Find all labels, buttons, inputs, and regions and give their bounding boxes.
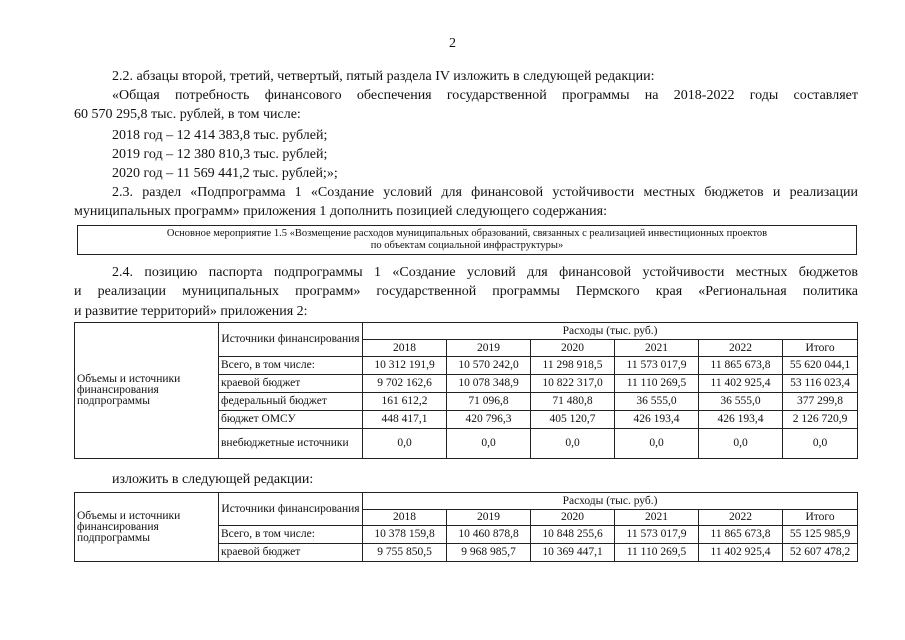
table2-cell: 10 460 878,8 [447, 526, 531, 544]
table1-cell: 11 402 925,4 [699, 375, 783, 393]
table2-source: краевой бюджет [219, 544, 363, 562]
table1-cell: 11 298 918,5 [531, 357, 615, 375]
table1-cell: 377 299,8 [783, 393, 858, 411]
table2-year: 2022 [699, 510, 783, 526]
table1-cell: 71 096,8 [447, 393, 531, 411]
table2-sources-header: Источники финансирования [219, 493, 363, 526]
table2-cell: 9 755 850,5 [363, 544, 447, 562]
table1-source: краевой бюджет [219, 375, 363, 393]
table2-cell: 10 848 255,6 [531, 526, 615, 544]
table2-cell: 10 369 447,1 [531, 544, 615, 562]
table1-source: бюджет ОМСУ [219, 411, 363, 429]
table2-expenses-header: Расходы (тыс. руб.) [363, 493, 858, 510]
financing-table-new [74, 492, 858, 562]
table1-cell: 9 702 162,6 [363, 375, 447, 393]
table2-cell: 11 865 673,8 [699, 526, 783, 544]
paragraph-2-4-line2: и реализации муниципальных программ» государственной программы Пермского края «Региональная политика [74, 284, 858, 299]
table2-year: 2021 [615, 510, 699, 526]
table2-cell: 10 378 159,8 [363, 526, 447, 544]
table1-cell: 10 078 348,9 [447, 375, 531, 393]
paragraph-2019: 2019 год – 12 380 810,3 тыс. рублей; [112, 147, 328, 162]
paragraph-2020: 2020 год – 11 569 441,2 тыс. рублей;»; [112, 166, 338, 181]
table2-cell: 55 125 985,9 [783, 526, 858, 544]
table1-year: 2021 [615, 340, 699, 357]
table1-cell: 2 126 720,9 [783, 411, 858, 429]
table1-year: 2019 [447, 340, 531, 357]
table2-cell: 52 607 478,2 [783, 544, 858, 562]
table1-cell: 55 620 044,1 [783, 357, 858, 375]
table1-cell: 426 193,4 [615, 411, 699, 429]
measure-box-line2: по объектам социальной инфраструктуры» [370, 240, 564, 251]
financing-table-current [74, 322, 858, 459]
table1-cell: 161 612,2 [363, 393, 447, 411]
table1-year-total: Итого [783, 340, 858, 357]
table1-cell: 10 822 317,0 [531, 375, 615, 393]
page-number: 2 [449, 36, 456, 51]
table1-cell: 0,0 [447, 429, 531, 459]
table1-cell: 0,0 [531, 429, 615, 459]
table1-cell: 36 555,0 [615, 393, 699, 411]
table1-source: федеральный бюджет [219, 393, 363, 411]
paragraph-2-3-line1: 2.3. раздел «Подпрограмма 1 «Создание условий для финансовой устойчивости местных бюджетов и реализации [112, 185, 858, 200]
table1-year: 2020 [531, 340, 615, 357]
table2-year-total: Итого [783, 510, 858, 526]
table1-cell: 11 110 269,5 [615, 375, 699, 393]
measure-box-line1: Основное мероприятие 1.5 «Возмещение расходов муниципальных образований, связанных с реализацией инвестиционных проектов [166, 228, 768, 239]
table1-cell: 405 120,7 [531, 411, 615, 429]
table1-cell: 53 116 023,4 [783, 375, 858, 393]
table1-cell: 71 480,8 [531, 393, 615, 411]
table1-cell: 420 796,3 [447, 411, 531, 429]
table1-source: Всего, в том числе: [219, 357, 363, 375]
paragraph-2-3-line2: муниципальных программ» приложения 1 дополнить позицией следующего содержания: [74, 204, 607, 219]
table1-cell: 0,0 [699, 429, 783, 459]
table1-cell: 36 555,0 [699, 393, 783, 411]
table1-year: 2022 [699, 340, 783, 357]
table1-cell: 0,0 [363, 429, 447, 459]
table2-source: Всего, в том числе: [219, 526, 363, 544]
table1-cell: 10 570 242,0 [447, 357, 531, 375]
paragraph-2-4-line3: и развитие территорий» приложения 2: [74, 304, 308, 319]
paragraph-total-line1: «Общая потребность финансового обеспечения государственной программы на 2018-2022 годы составляет [112, 88, 858, 103]
table2-cell: 11 402 925,4 [699, 544, 783, 562]
table2-cell: 9 968 985,7 [447, 544, 531, 562]
table2-year: 2020 [531, 510, 615, 526]
table1-cell: 11 865 673,8 [699, 357, 783, 375]
table1-cell: 10 312 191,9 [363, 357, 447, 375]
paragraph-2-4-line1: 2.4. позицию паспорта подпрограммы 1 «Создание условий для финансовой устойчивости местных бюджетов [112, 265, 858, 280]
table2-row-label: Объемы и источники финансирования подпрограммы [75, 493, 219, 562]
table2-cell: 11 110 269,5 [615, 544, 699, 562]
table1-source: внебюджетные источники [219, 429, 363, 459]
table1-cell: 0,0 [615, 429, 699, 459]
table2-cell: 11 573 017,9 [615, 526, 699, 544]
table1-sources-header: Источники финансирования [219, 323, 363, 357]
table1-expenses-header: Расходы (тыс. руб.) [363, 323, 858, 340]
table1-cell: 448 417,1 [363, 411, 447, 429]
paragraph-new-edition: изложить в следующей редакции: [112, 472, 314, 487]
table1-row-label: Объемы и источники финансирования подпрограммы [75, 323, 219, 459]
table1-cell: 426 193,4 [699, 411, 783, 429]
paragraph-total-line2: 60 570 295,8 тыс. рублей, в том числе: [74, 107, 301, 122]
table1-year: 2018 [363, 340, 447, 357]
table2-year: 2019 [447, 510, 531, 526]
measure-box [77, 225, 857, 255]
table2-year: 2018 [363, 510, 447, 526]
table1-cell: 0,0 [783, 429, 858, 459]
table1-cell: 11 573 017,9 [615, 357, 699, 375]
paragraph-2018: 2018 год – 12 414 383,8 тыс. рублей; [112, 128, 328, 143]
paragraph-2-2: 2.2. абзацы второй, третий, четвертый, пятый раздела IV изложить в следующей редакции: [112, 69, 655, 84]
